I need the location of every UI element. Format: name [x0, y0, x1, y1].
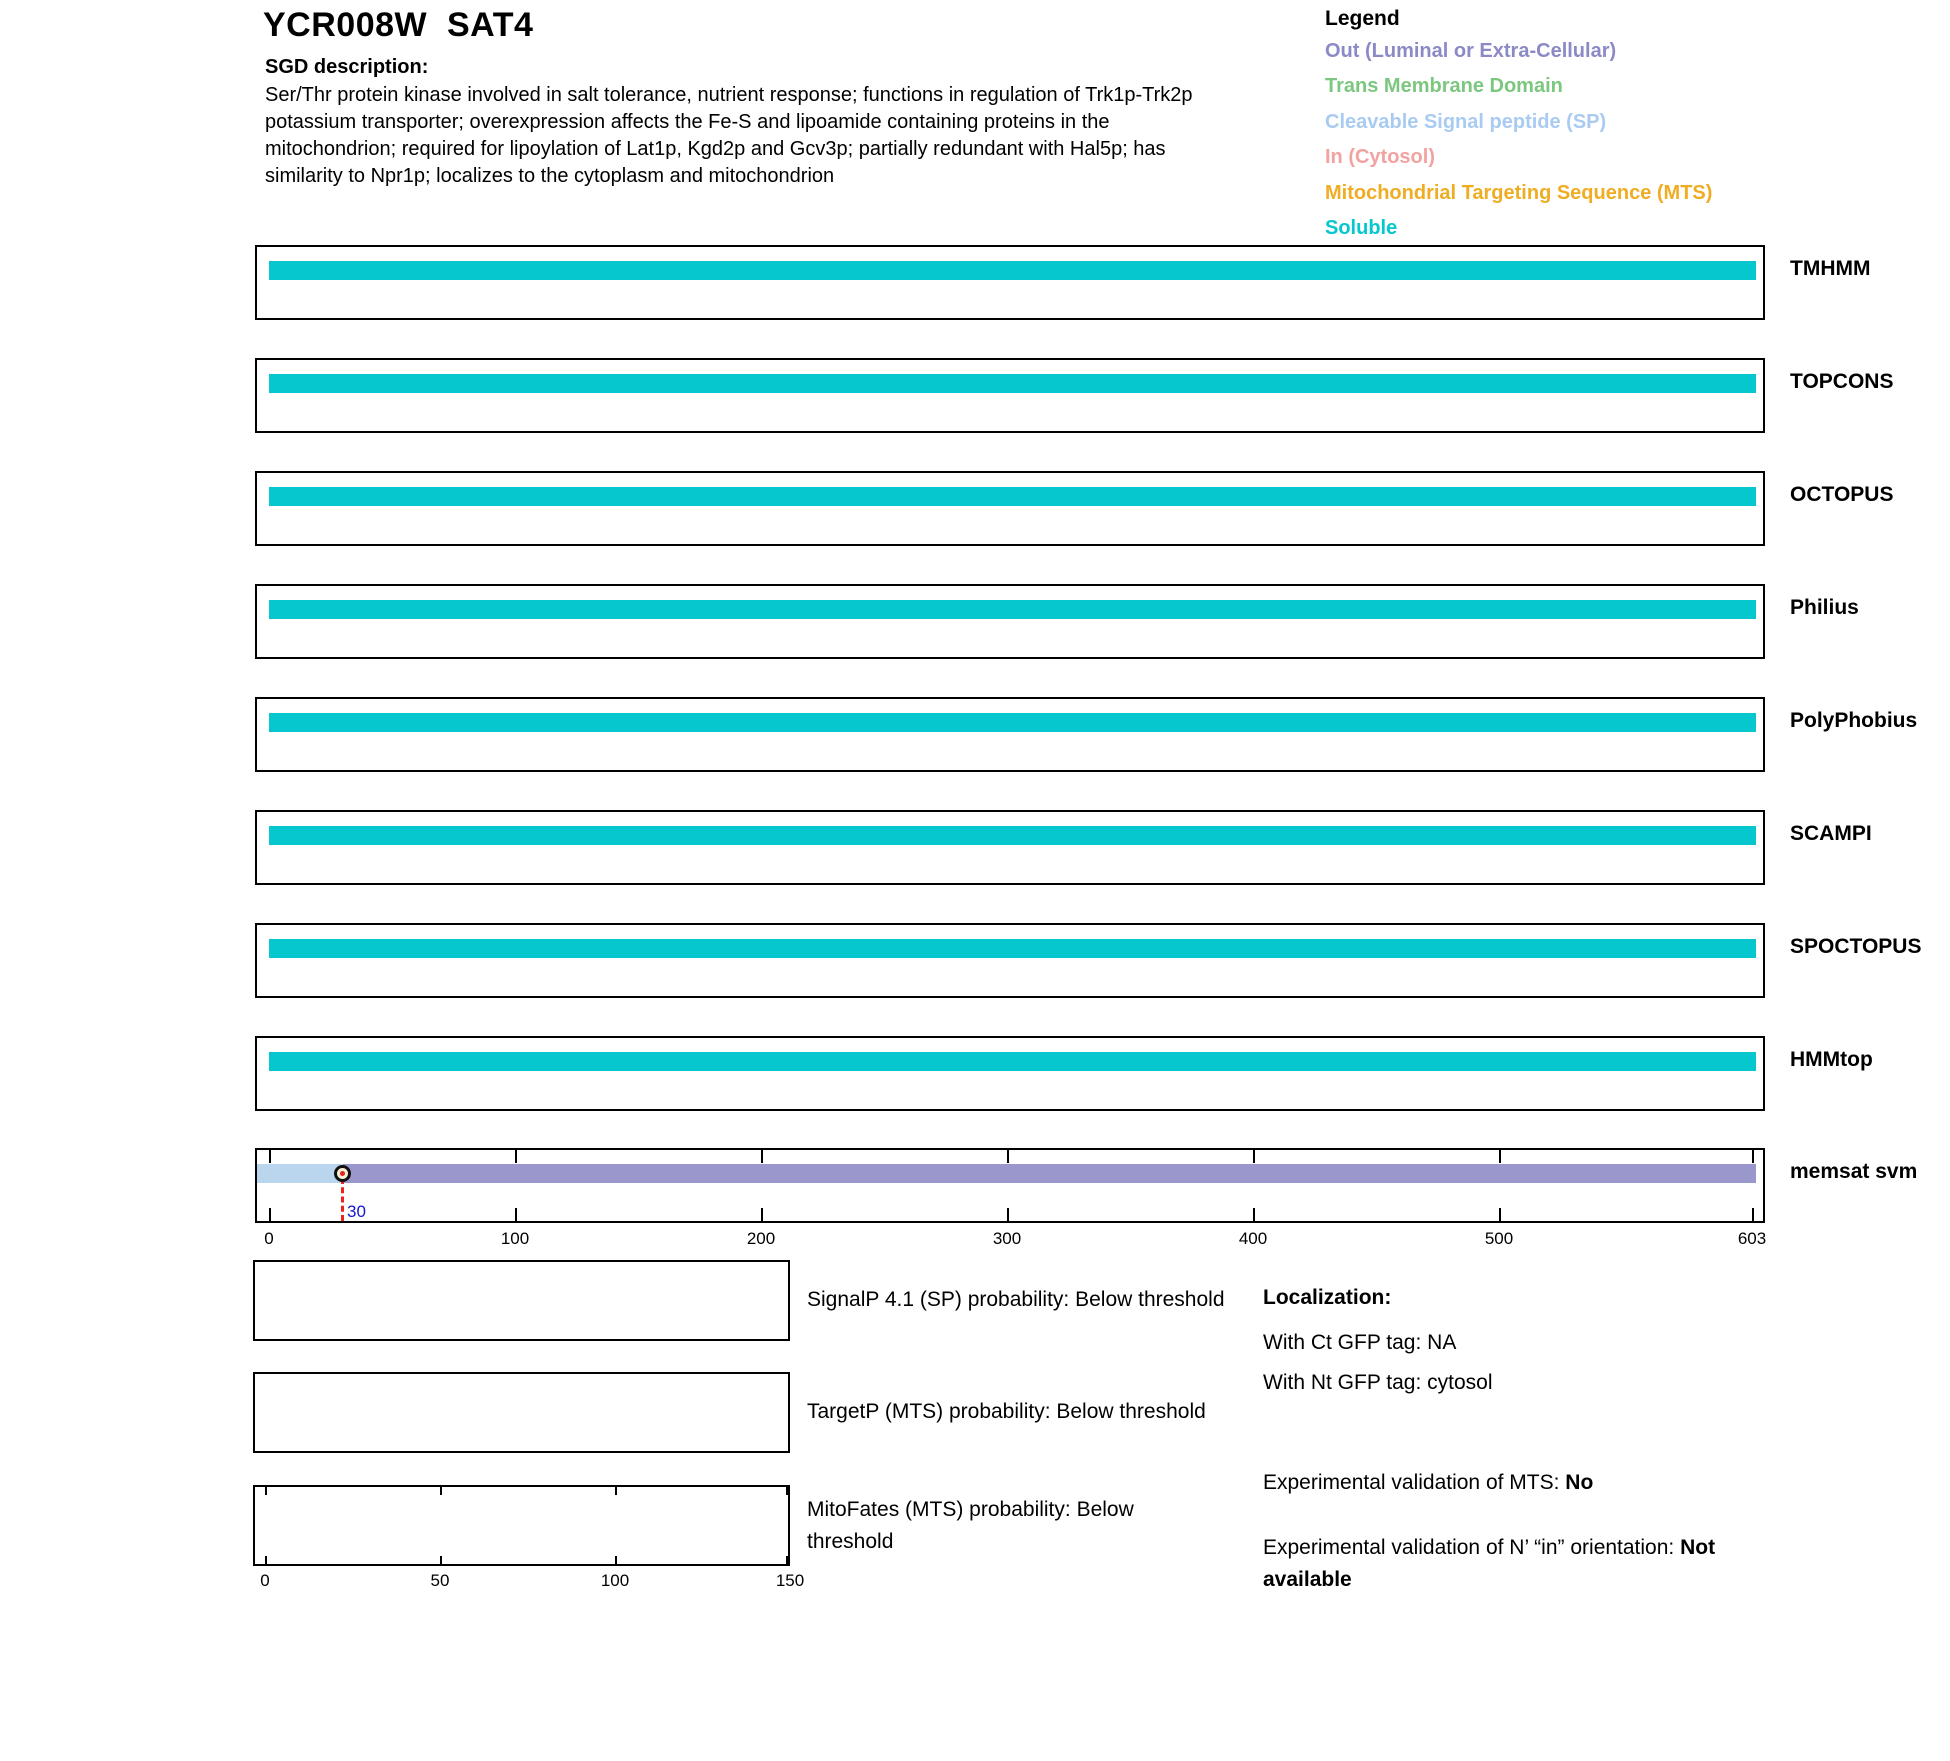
sequence-axis-tick — [1752, 1150, 1754, 1163]
legend-item-label: Out (Luminal or Extra-Cellular) — [1325, 40, 1617, 62]
track-box — [255, 923, 1765, 998]
track-label: OCTOPUS — [1790, 483, 1894, 506]
track-box — [255, 697, 1765, 772]
sequence-axis-tick — [269, 1208, 271, 1221]
sequence-axis-tick-label: 400 — [1238, 1229, 1268, 1248]
sgd-description-label: SGD description: — [265, 56, 429, 78]
sequence-axis-tick — [1499, 1208, 1501, 1221]
legend-item-label: Cleavable Signal peptide (SP) — [1325, 111, 1607, 133]
plot-box-targetp — [253, 1372, 790, 1453]
memsat-track-box — [255, 1148, 1765, 1223]
track-soluble-bar — [269, 374, 1756, 393]
track-label: TOPCONS — [1790, 370, 1894, 393]
track-soluble-bar — [269, 826, 1756, 845]
mts-validation-value: No — [1565, 1471, 1594, 1494]
mitofates-axis-tick — [615, 1556, 617, 1564]
mitofates-axis-tick — [786, 1556, 788, 1564]
track-label: TMHMM — [1790, 257, 1871, 280]
track-label: PolyPhobius — [1790, 709, 1918, 732]
mitofates-axis-tick-label: 0 — [260, 1571, 270, 1590]
plot-label-mitofates: threshold — [807, 1530, 894, 1553]
track-box — [255, 810, 1765, 885]
orientation-prefix: Experimental validation of N’ “in” orientation: — [1263, 1536, 1681, 1559]
sequence-axis-tick-label: 500 — [1484, 1229, 1514, 1248]
memsat-marker-dot — [340, 1171, 345, 1176]
mitofates-axis-tick — [265, 1556, 267, 1564]
track-box — [255, 471, 1765, 546]
sequence-axis-tick — [761, 1208, 763, 1221]
sequence-axis-tick — [1007, 1208, 1009, 1221]
mitofates-axis-tick-label: 150 — [775, 1571, 805, 1590]
sequence-axis-tick — [1253, 1150, 1255, 1163]
sequence-axis-tick — [515, 1208, 517, 1221]
track-soluble-bar — [269, 487, 1756, 506]
track-label: Philius — [1790, 596, 1859, 619]
memsat-marker-label: 30 — [347, 1202, 366, 1221]
memsat-marker — [334, 1165, 351, 1182]
mitofates-axis-tick — [786, 1487, 788, 1495]
localization-title: Localization: — [1263, 1286, 1392, 1309]
mitofates-axis-tick — [265, 1487, 267, 1495]
sgd-description-line: Ser/Thr protein kinase involved in salt tolerance, nutrient response; functions in regulation of Trk1p-Trk2p — [265, 84, 1193, 106]
sequence-axis-tick — [269, 1150, 271, 1163]
mitofates-axis-tick — [440, 1556, 442, 1564]
sgd-description-line: mitochondrion; required for lipoylation of Lat1p, Kgd2p and Gcv3p; partially redundant with Hal5p; has — [265, 138, 1166, 160]
sgd-description-line: similarity to Npr1p; localizes to the cytoplasm and mitochondrion — [265, 165, 835, 187]
sequence-axis-tick-label: 0 — [264, 1229, 274, 1248]
mitofates-axis-tick — [440, 1487, 442, 1495]
track-soluble-bar — [269, 939, 1756, 958]
legend-item-label: In (Cytosol) — [1325, 146, 1435, 168]
track-label: SCAMPI — [1790, 822, 1872, 845]
mts-validation-prefix: Experimental validation of MTS: — [1263, 1471, 1566, 1494]
track-label: SPOCTOPUS — [1790, 935, 1922, 958]
track-soluble-bar — [269, 1052, 1756, 1071]
plot-box-signalp — [253, 1260, 790, 1341]
mitofates-axis-tick — [615, 1487, 617, 1495]
sgd-description-line: potassium transporter; overexpression affects the Fe-S and lipoamide containing proteins in the — [265, 111, 1110, 133]
orientation-validation-line1 — [1263, 1536, 1715, 1560]
sequence-axis-tick-label: 300 — [992, 1229, 1022, 1248]
memsat-out-segment — [343, 1164, 1756, 1183]
track-box — [255, 245, 1765, 320]
sgd-description — [265, 82, 1193, 190]
plot-box-mitofates — [253, 1485, 790, 1566]
page-title: YCR008W SAT4 — [263, 6, 534, 44]
memsat-sp-segment — [257, 1164, 343, 1183]
sequence-axis-tick — [1499, 1150, 1501, 1163]
legend-title: Legend — [1325, 7, 1400, 30]
sequence-axis-tick — [1752, 1208, 1754, 1221]
legend-item-label: Trans Membrane Domain — [1325, 75, 1563, 97]
mts-validation — [1263, 1471, 1593, 1495]
localization-nt-gfp — [1263, 1371, 1493, 1395]
mitofates-axis-tick-label: 50 — [430, 1571, 450, 1590]
nt-gfp-value: cytosol — [1427, 1371, 1493, 1394]
sequence-axis-tick-label: 100 — [500, 1229, 530, 1248]
sequence-axis-tick — [761, 1150, 763, 1163]
localization-ct-gfp — [1263, 1331, 1456, 1355]
track-label: memsat svm — [1790, 1160, 1918, 1183]
nt-gfp-prefix: With Nt GFP tag: — [1263, 1371, 1428, 1394]
memsat-marker-line — [341, 1178, 344, 1221]
track-soluble-bar — [269, 713, 1756, 732]
mitofates-axis-tick-label: 100 — [600, 1571, 630, 1590]
sequence-axis-tick — [1253, 1208, 1255, 1221]
sequence-axis-tick — [515, 1150, 517, 1163]
legend-item-label: Mitochondrial Targeting Sequence (MTS) — [1325, 182, 1713, 204]
plot-label-signalp: SignalP 4.1 (SP) probability: Below threshold — [807, 1288, 1225, 1311]
track-soluble-bar — [269, 261, 1756, 280]
track-soluble-bar — [269, 600, 1756, 619]
orientation-validation-line2: available — [1263, 1568, 1352, 1591]
plot-label-targetp: TargetP (MTS) probability: Below threshold — [807, 1400, 1206, 1423]
orientation-value-not: Not — [1680, 1536, 1716, 1559]
sequence-axis-tick — [1007, 1150, 1009, 1163]
track-box — [255, 1036, 1765, 1111]
sequence-axis-tick-label: 603 — [1737, 1229, 1767, 1248]
plot-label-mitofates: MitoFates (MTS) probability: Below — [807, 1498, 1134, 1521]
track-label: HMMtop — [1790, 1048, 1873, 1071]
track-box — [255, 584, 1765, 659]
track-box — [255, 358, 1765, 433]
ct-gfp-prefix: With Ct GFP tag: — [1263, 1331, 1428, 1354]
legend-item-label: Soluble — [1325, 217, 1398, 239]
ct-gfp-value: NA — [1427, 1331, 1457, 1354]
sequence-axis-tick-label: 200 — [746, 1229, 776, 1248]
